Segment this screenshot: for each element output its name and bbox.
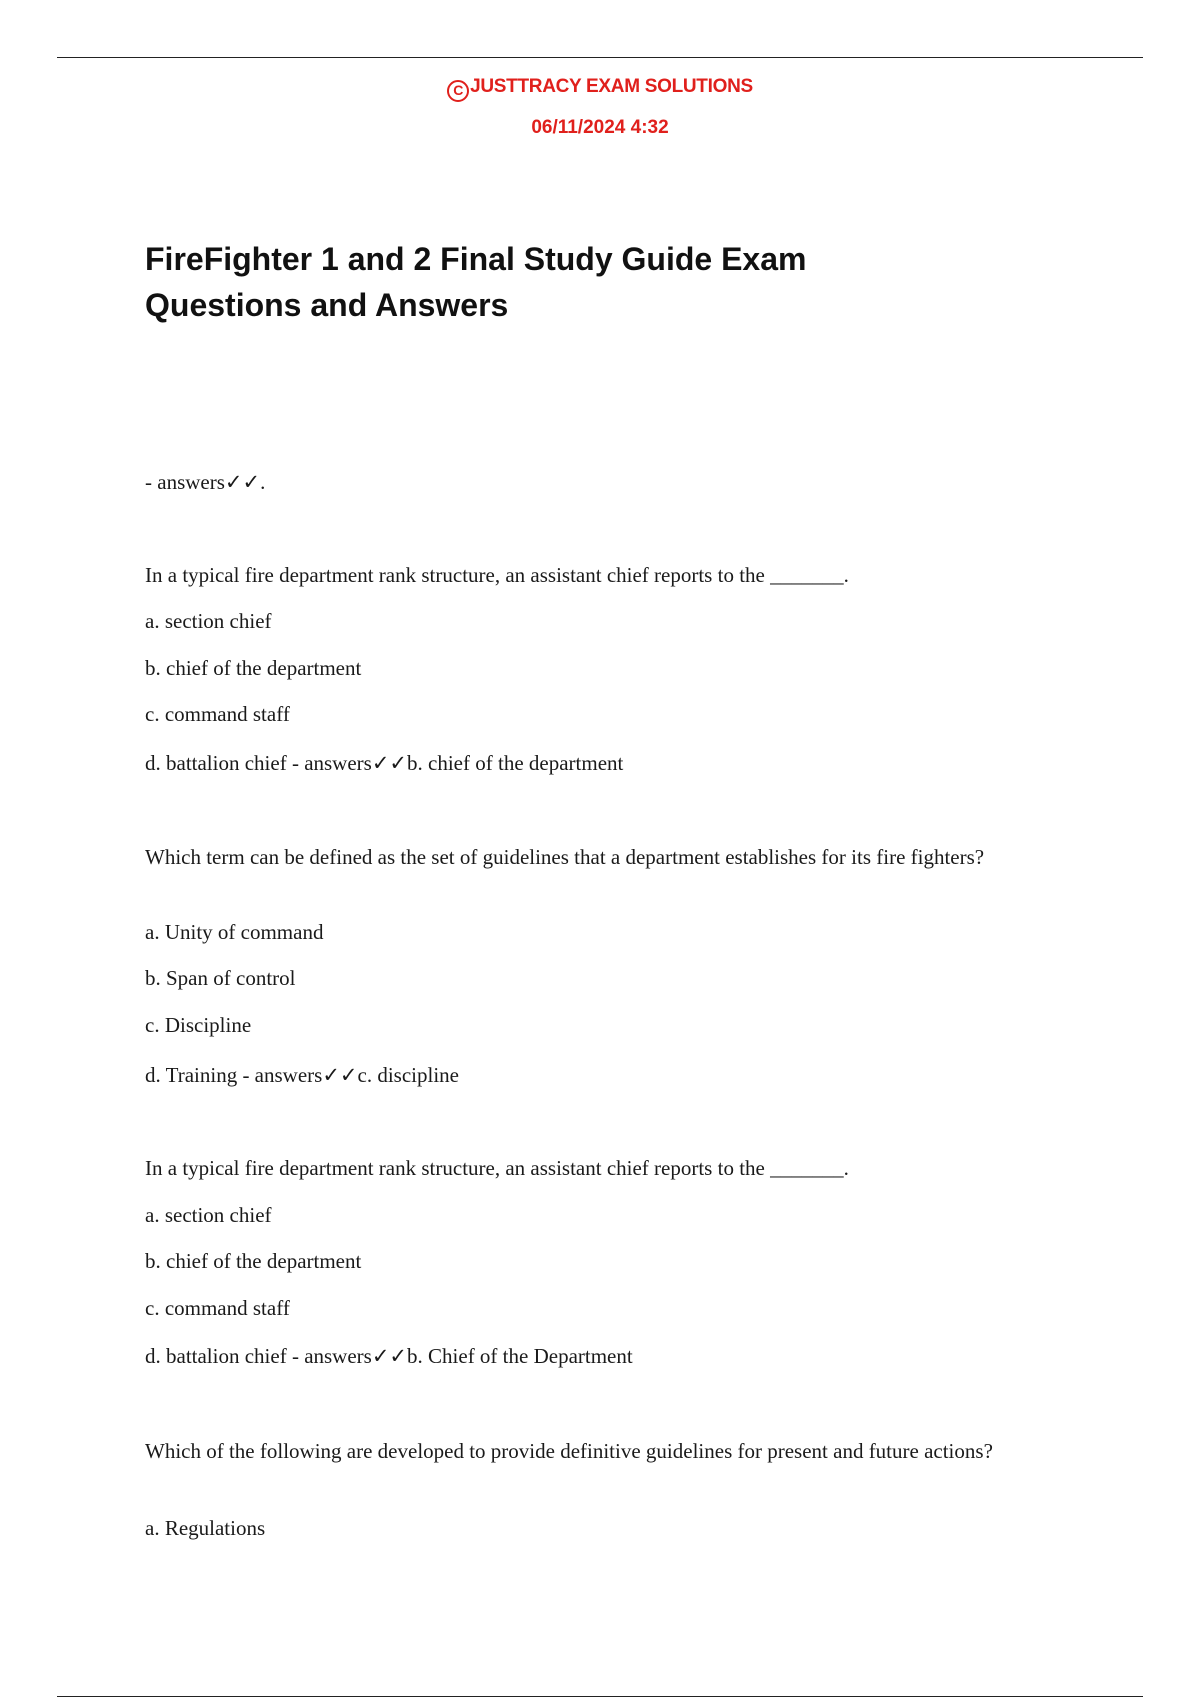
question-2-option-a: a. Unity of command (145, 920, 324, 944)
question-3-option-d-answer: d. battalion chief - answers✓✓b. Chief of the Department (145, 1344, 633, 1368)
question-3-option-b: b. chief of the department (145, 1249, 362, 1273)
copyright-icon: C (447, 80, 469, 102)
question-1-option-a: a. section chief (145, 609, 272, 633)
brand-line (0, 72, 1200, 102)
question-3-option-c: c. command staff (145, 1296, 290, 1320)
title-line-1: FireFighter 1 and 2 Final Study Guide Exam (145, 241, 807, 277)
question-3-option-a: a. section chief (145, 1203, 272, 1227)
question-2-option-b: b. Span of control (145, 966, 296, 990)
question-1-text: In a typical fire department rank structure, an assistant chief reports to the _______. (145, 563, 849, 587)
question-2-option-d-answer: d. Training - answers✓✓c. discipline (145, 1063, 459, 1087)
question-1-option-b: b. chief of the department (145, 656, 362, 680)
document-title (145, 236, 1045, 328)
brand-name: JUSTTRACY EXAM SOLUTIONS (470, 76, 753, 97)
question-4-option-a: a. Regulations (145, 1516, 266, 1540)
question-2-text: Which term can be defined as the set of guidelines that a department establishes for its fire fighters? (145, 845, 985, 869)
title-line-2: Questions and Answers (145, 287, 509, 323)
intro-answer: - answers✓✓. (145, 470, 266, 494)
question-3-text: In a typical fire department rank structure, an assistant chief reports to the _______. (145, 1156, 849, 1180)
header-timestamp: 06/11/2024 4:32 (531, 117, 669, 138)
page-header (0, 72, 1200, 140)
top-rule (57, 57, 1143, 58)
question-1-option-c: c. command staff (145, 702, 290, 726)
question-4-text: Which of the following are developed to provide definitive guidelines for present and future actions? (145, 1439, 993, 1463)
question-1-option-d-answer: d. battalion chief - answers✓✓b. chief of the department (145, 751, 624, 775)
question-2-option-c: c. Discipline (145, 1013, 252, 1037)
bottom-rule (57, 1696, 1143, 1697)
